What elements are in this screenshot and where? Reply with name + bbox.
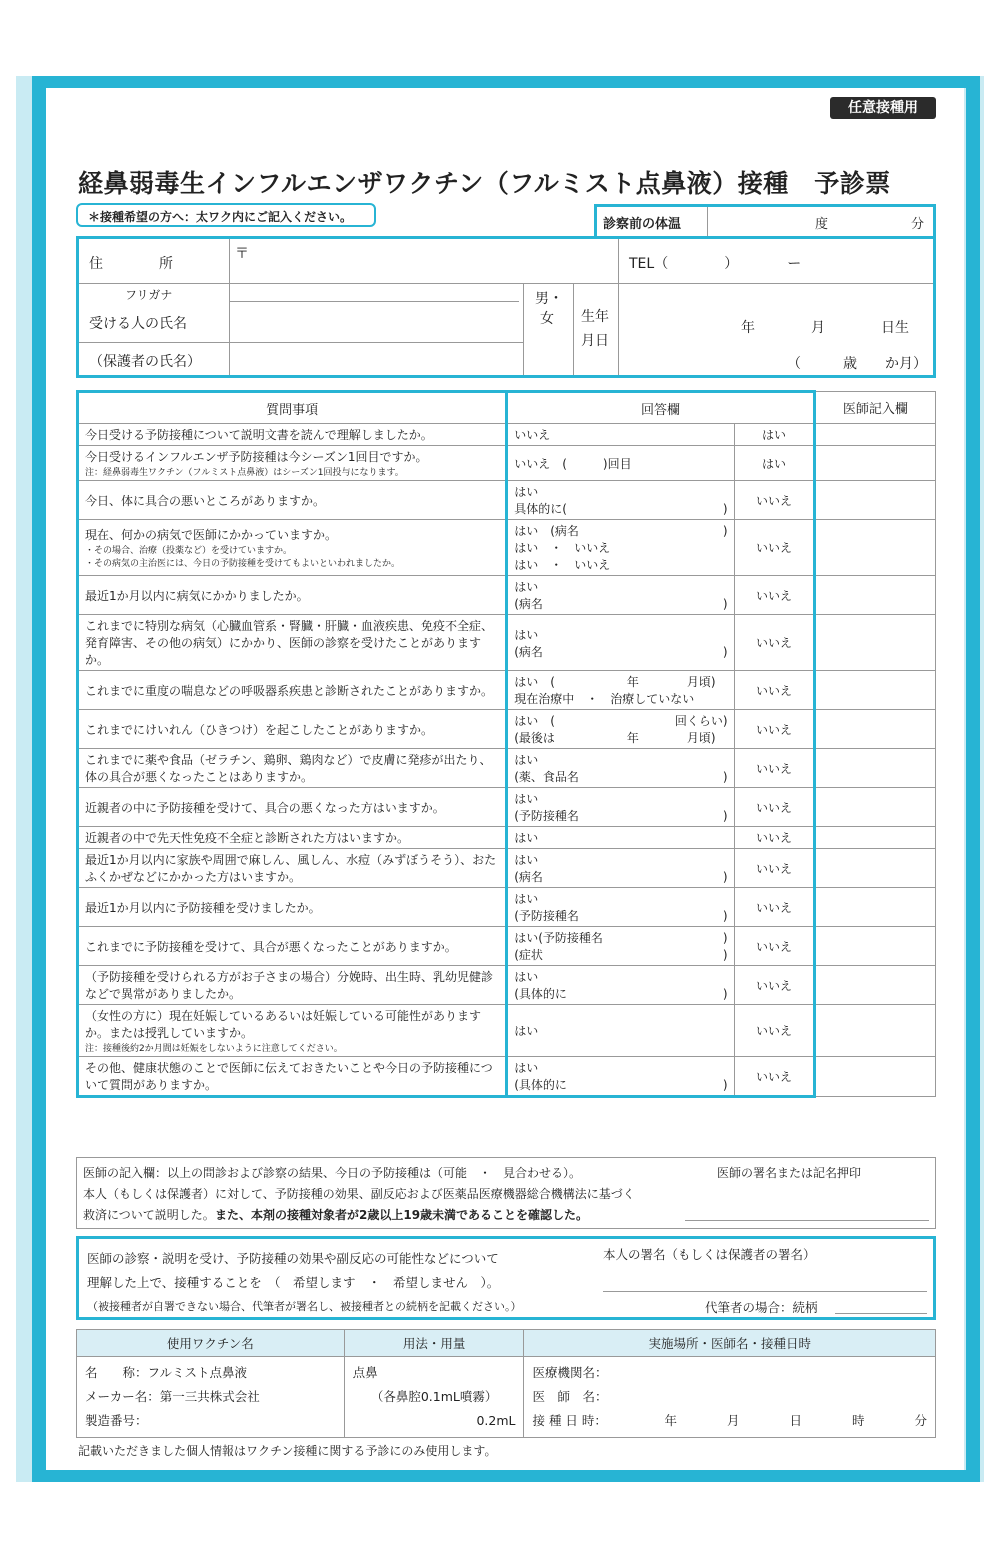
question-text	[78, 1057, 507, 1097]
proxy-label: 代筆者の場合：続柄	[705, 1300, 818, 1315]
answer-option-2[interactable]: いいえ	[735, 1005, 815, 1057]
answer-option-2[interactable]: いいえ	[735, 481, 815, 520]
doctor-section	[76, 1157, 936, 1229]
table-row	[78, 671, 936, 710]
doctor-entry-cell[interactable]	[814, 927, 935, 966]
table-row	[78, 424, 936, 446]
vac-route: 点鼻	[352, 1365, 378, 1380]
fill-notice: ＊接種希望の方へ：太ワク内にご記入ください。	[76, 203, 376, 227]
answer-option-1[interactable]: はい	[507, 827, 735, 849]
question-main: 最近1か月以内に予防接種を受けましたか。	[85, 900, 321, 915]
doctor-entry-cell[interactable]	[814, 827, 935, 849]
question-main: 最近1か月以内に病気にかかりましたか。	[85, 588, 309, 603]
table-row	[78, 966, 936, 1005]
consent-note: （被接種者が自署できない場合、代筆者が署名し、被接種者との続柄を記載ください。）	[87, 1300, 522, 1313]
question-main: （女性の方に）現在妊娠しているあるいは妊娠している可能性がありますか。または授乳していますか。	[85, 1009, 482, 1040]
consent-section	[76, 1236, 936, 1320]
question-main: 近親者の中で先天性免疫不全症と診断された方はいますか。	[85, 831, 410, 845]
table-row	[78, 615, 936, 671]
table-row	[78, 1057, 936, 1097]
answer-option-2[interactable]: いいえ	[735, 849, 815, 888]
doctor-entry-cell[interactable]	[814, 424, 935, 446]
vac-doctor[interactable]: 医 師 名：	[532, 1389, 608, 1404]
table-row	[78, 520, 936, 576]
question-main: これまでに重度の喘息などの呼吸器系疾患と診断されたことがありますか。	[85, 683, 494, 698]
answer-option-2[interactable]: はい	[735, 446, 815, 481]
vac-date-fields[interactable]: 年 月 日 時 分	[664, 1413, 927, 1428]
doctor-line1: 医師の記入欄：以上の問診および診察の結果、今日の予防接種は（可能 ・ 見合わせる）。	[83, 1166, 582, 1180]
birth-fields[interactable]: 年 月 日生	[741, 320, 909, 336]
question-text	[78, 710, 507, 749]
question-text	[78, 446, 507, 481]
postal-mark: 〒	[235, 246, 249, 262]
table-row	[78, 576, 936, 615]
doctor-entry-cell[interactable]	[814, 1057, 935, 1097]
vac-name: 名 称：フルミスト点鼻液	[85, 1365, 248, 1380]
vac-dose2: 0.2mL	[476, 1413, 516, 1428]
address-label: 住 所	[89, 256, 173, 272]
answer-option-1[interactable]: はい (病名 )	[507, 576, 735, 615]
answer-option-2[interactable]: いいえ	[735, 788, 815, 827]
table-row	[78, 827, 936, 849]
question-main: 今日受けるインフルエンザ予防接種は今シーズン1回目ですか。	[85, 450, 428, 464]
doctor-entry-cell[interactable]	[814, 966, 935, 1005]
doctor-entry-cell[interactable]	[814, 1005, 935, 1057]
doctor-entry-cell[interactable]	[814, 615, 935, 671]
answer-option-1[interactable]: はい 具体的に( )	[507, 481, 735, 520]
question-main: これまでにけいれん（ひきつけ）を起こしたことがありますか。	[85, 722, 434, 737]
frame-top-bar	[32, 76, 980, 88]
temperature-label: 診察前の体温	[603, 217, 682, 232]
vac-dose1: （各鼻腔0.1mL噴霧）	[370, 1389, 498, 1404]
question-main: その他、健康状態のことで医師に伝えておきたいことや今日の予防接種について質問がありますか。	[85, 1061, 493, 1092]
vac-maker: メーカー名：第一三共株式会社	[85, 1389, 260, 1404]
tel-field[interactable]: TEL（ ） ー	[629, 256, 802, 272]
question-text	[78, 849, 507, 888]
question-text	[78, 520, 507, 576]
answer-option-1[interactable]: はい(予防接種名 ) (症状 )	[507, 927, 735, 966]
birth-label: 生年月日	[581, 309, 609, 349]
doctor-entry-cell[interactable]	[814, 576, 935, 615]
question-main: これまでに薬や食品（ゼラチン、鶏卵、鶏肉など）で皮膚に発疹が出たり、体の具合が悪くなったことはありますか。	[85, 753, 492, 784]
personal-info-box	[76, 236, 936, 378]
table-row	[78, 888, 936, 927]
answer-option-2[interactable]: いいえ	[735, 827, 815, 849]
answer-option-2[interactable]: いいえ	[735, 615, 815, 671]
table-row	[78, 446, 936, 481]
privacy-footer: 記載いただきました個人情報はワクチン接種に関する予診にのみ使用します。	[78, 1444, 497, 1458]
table-row	[78, 710, 936, 749]
question-main: 最近1か月以内に家族や周囲で麻しん、風しん、水痘（みずぼうそう）、おたふくかぜなどにかかった方はいますか。	[85, 853, 497, 884]
header-answer: 回答欄	[507, 392, 815, 424]
question-text	[78, 481, 507, 520]
guardian-label: （保護者の氏名）	[89, 354, 201, 370]
doctor-entry-cell[interactable]	[814, 749, 935, 788]
answer-option-1[interactable]: はい (病名 )	[507, 615, 735, 671]
question-note: 注：接種後約2か月間は妊娠をしないように注意してください。	[85, 1044, 343, 1054]
answer-option-2[interactable]: はい	[735, 424, 815, 446]
doctor-line2: 本人（もしくは保護者）に対して、予防接種の効果、副反応および医薬品医療機器総合機構法に基づく	[83, 1187, 635, 1201]
question-note: 注：経鼻弱毒生ワクチン（フルミスト点鼻液）はシーズン1回投与になります。	[85, 468, 404, 478]
question-note: ・その場合、治療（投薬など）を受けていますか。 ・その病気の主治医には、今日の予防接種を受けてもよいといわれましたか。	[85, 546, 401, 569]
answer-option-1[interactable]: はい (予防接種名 )	[507, 788, 735, 827]
consent-line1: 医師の診察・説明を受け、予防接種の効果や副反応の可能性などについて	[87, 1251, 499, 1266]
question-text	[78, 671, 507, 710]
table-row	[78, 749, 936, 788]
answer-option-1[interactable]: はい ( 年 月頃) 現在治療中 ・ 治療していない	[507, 671, 735, 710]
table-row	[78, 1005, 936, 1057]
doctor-entry-cell[interactable]	[814, 710, 935, 749]
vac-header-place: 実施場所・医師名・接種日時	[524, 1330, 936, 1357]
answer-option-1[interactable]: はい	[507, 1005, 735, 1057]
table-row	[78, 849, 936, 888]
question-text	[78, 615, 507, 671]
question-text	[78, 927, 507, 966]
question-text	[78, 966, 507, 1005]
sex-field[interactable]: 男・女	[535, 291, 563, 327]
doctor-entry-cell[interactable]	[814, 888, 935, 927]
consent-sign-label: 本人の署名（もしくは保護者の署名）	[603, 1247, 816, 1262]
answer-option-2[interactable]: いいえ	[735, 671, 815, 710]
question-main: 近親者の中に予防接種を受けて、具合の悪くなった方はいますか。	[85, 800, 445, 815]
answer-option-1[interactable]: はい (病名 ) はい ・ いいえ はい ・ いいえ	[507, 520, 735, 576]
question-main: 現在、何かの病気で医師にかかっていますか。	[85, 528, 338, 542]
frame-right-bar	[966, 76, 980, 1482]
question-text	[78, 827, 507, 849]
frame-left-bar	[32, 76, 46, 1482]
vaccine-table	[76, 1329, 936, 1438]
answer-option-1[interactable]: はい (具体的に )	[507, 1057, 735, 1097]
answer-option-1[interactable]: いいえ	[507, 424, 735, 446]
question-text	[78, 749, 507, 788]
temperature-field[interactable]	[594, 204, 936, 236]
vac-institution[interactable]: 医療機関名：	[532, 1365, 608, 1380]
name-label: 受ける人の氏名	[89, 316, 187, 332]
question-text	[78, 788, 507, 827]
question-main: 今日、体に具合の悪いところがありますか。	[85, 493, 326, 508]
question-text	[78, 576, 507, 615]
answer-option-2[interactable]: いいえ	[735, 966, 815, 1005]
voluntary-badge: 任意接種用	[830, 97, 936, 119]
age-fields[interactable]: （ 歳 か月）	[787, 356, 927, 372]
answer-option-2[interactable]: いいえ	[735, 520, 815, 576]
question-text	[78, 888, 507, 927]
vac-lot[interactable]: 製造番号：	[85, 1413, 148, 1428]
question-table	[76, 390, 936, 1098]
page-title: 経鼻弱毒生インフルエンザワクチン（フルミスト点鼻液）接種 予診票	[78, 169, 891, 198]
answer-option-1[interactable]: いいえ ( )回目	[507, 446, 735, 481]
answer-option-2[interactable]: いいえ	[735, 749, 815, 788]
doctor-entry-cell[interactable]	[814, 446, 935, 481]
furigana-label: フリガナ	[125, 288, 173, 302]
vac-header-dose: 用法・用量	[344, 1330, 524, 1357]
table-row	[78, 481, 936, 520]
doctor-entry-cell[interactable]	[814, 849, 935, 888]
question-main: これまでに特別な病気（心臓血管系・腎臓・肝臓・血液疾患、免疫不全症、発育障害、その他の病気）にかかり、医師の診察を受けたことがありますか。	[85, 619, 494, 667]
doctor-entry-cell[interactable]	[814, 671, 935, 710]
header-doctor: 医師記入欄	[814, 392, 935, 424]
doctor-line3b: また、本剤の接種対象者が2歳以上19歳未満であることを確認した。	[215, 1208, 589, 1222]
answer-option-1[interactable]: はい ( 回くらい) (最後は 年 月頃)	[507, 710, 735, 749]
vac-header-name: 使用ワクチン名	[77, 1330, 345, 1357]
question-text	[78, 1005, 507, 1057]
question-main: これまでに予防接種を受けて、具合が悪くなったことがありますか。	[85, 939, 457, 954]
answer-option-1[interactable]: はい (具体的に )	[507, 966, 735, 1005]
answer-option-2[interactable]: いいえ	[735, 927, 815, 966]
temperature-deg: 度	[815, 217, 829, 232]
answer-option-2[interactable]: いいえ	[735, 576, 815, 615]
question-main: （予防接種を受けられる方がお子さまの場合）分娩時、出生時、乳幼児健診などで異常がありましたか。	[85, 970, 494, 1001]
answer-option-2[interactable]: いいえ	[735, 710, 815, 749]
vac-date-label: 接 種 日 時：	[532, 1413, 607, 1428]
frame-bottom-bar	[32, 1470, 980, 1482]
table-row	[78, 927, 936, 966]
answer-option-2[interactable]: いいえ	[735, 888, 815, 927]
consent-line2[interactable]: 理解した上で、接種することを （ 希望します ・ 希望しません ）。	[87, 1275, 500, 1290]
doctor-entry-cell[interactable]	[814, 481, 935, 520]
doctor-sign-label: 医師の署名または記名押印	[717, 1166, 862, 1180]
doctor-entry-cell[interactable]	[814, 788, 935, 827]
question-text	[78, 424, 507, 446]
answer-option-1[interactable]: はい (予防接種名 )	[507, 888, 735, 927]
answer-option-1[interactable]: はい (薬、食品名 )	[507, 749, 735, 788]
doctor-entry-cell[interactable]	[814, 520, 935, 576]
answer-option-2[interactable]: いいえ	[735, 1057, 815, 1097]
table-row	[78, 788, 936, 827]
answer-option-1[interactable]: はい (病名 )	[507, 849, 735, 888]
doctor-line3a: 救済について説明した。	[83, 1208, 215, 1222]
temperature-min: 分	[911, 217, 925, 232]
header-question: 質問事項	[78, 392, 507, 424]
question-main: 今日受ける予防接種について説明文書を読んで理解しましたか。	[85, 428, 433, 442]
